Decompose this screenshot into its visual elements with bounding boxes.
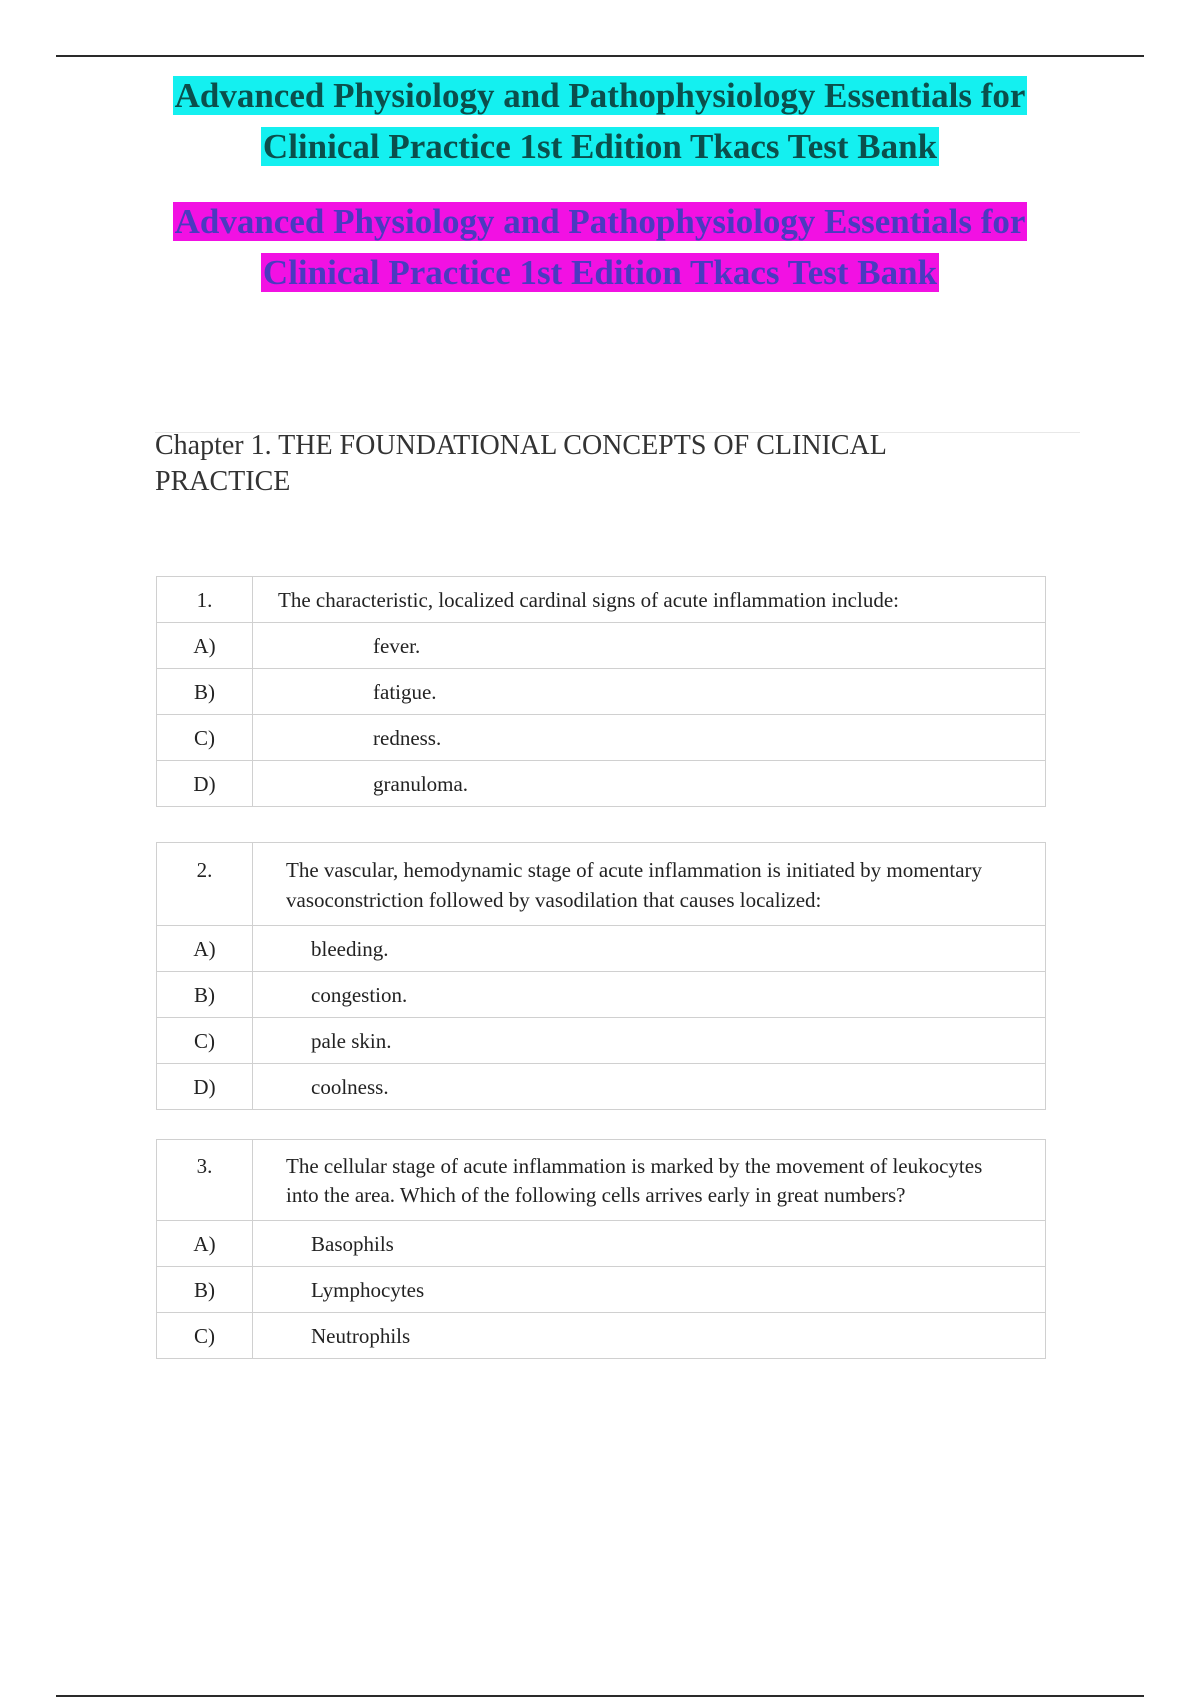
question-number: 2. [157,843,253,926]
answer-option-row [157,1313,1046,1359]
title-cyan-line1: Advanced Physiology and Pathophysiology Essentials for [174,76,1026,115]
question-stem-row [157,843,1046,926]
question-stem: The vascular, hemodynamic stage of acute inflammation is initiated by momentary vasoconstriction followed by vasodilation that causes localized: [253,843,1046,926]
option-text: congestion. [253,972,1046,1018]
answer-option-row [157,926,1046,972]
question-2-table [156,842,1046,1110]
top-rule [56,55,1144,57]
option-letter: A) [157,926,253,972]
option-letter: B) [157,669,253,715]
option-letter: A) [157,1221,253,1267]
option-letter: A) [157,623,253,669]
question-number: 1. [157,577,253,623]
title-magenta-line1: Advanced Physiology and Pathophysiology Essentials for [174,202,1026,241]
option-letter: C) [157,1018,253,1064]
question-1-table [156,576,1046,807]
option-text: Neutrophils [253,1313,1046,1359]
option-text: Lymphocytes [253,1267,1046,1313]
answer-option-row [157,1221,1046,1267]
option-text: granuloma. [253,761,1046,807]
bottom-rule [56,1695,1144,1697]
answer-option-row [157,1267,1046,1313]
answer-option-row [157,623,1046,669]
option-text: fever. [253,623,1046,669]
title-cyan [0,70,1200,172]
option-text: bleeding. [253,926,1046,972]
answer-option-row [157,761,1046,807]
title-cyan-line2: Clinical Practice 1st Edition Tkacs Test Bank [262,127,938,166]
title-magenta-line2: Clinical Practice 1st Edition Tkacs Test Bank [262,253,938,292]
option-text: coolness. [253,1064,1046,1110]
question-stem: The cellular stage of acute inflammation is marked by the movement of leukocytes into the area. Which of the following cells arrives early in great numbers? [253,1140,1046,1221]
option-text: redness. [253,715,1046,761]
option-text: fatigue. [253,669,1046,715]
option-letter: B) [157,972,253,1018]
answer-option-row [157,1064,1046,1110]
option-letter: C) [157,1313,253,1359]
question-number: 3. [157,1140,253,1221]
answer-option-row [157,1018,1046,1064]
option-letter: B) [157,1267,253,1313]
option-letter: C) [157,715,253,761]
chapter-heading-line2: PRACTICE [155,466,291,497]
question-3-table [156,1139,1046,1359]
question-stem-row [157,1140,1046,1221]
option-text: pale skin. [253,1018,1046,1064]
answer-option-row [157,715,1046,761]
chapter-heading [155,428,955,500]
answer-option-row [157,972,1046,1018]
question-stem-row [157,577,1046,623]
question-stem: The characteristic, localized cardinal signs of acute inflammation include: [253,577,1046,623]
option-letter: D) [157,761,253,807]
option-text: Basophils [253,1221,1046,1267]
chapter-heading-line1: Chapter 1. THE FOUNDATIONAL CONCEPTS OF CLINICAL [155,430,887,461]
answer-option-row [157,669,1046,715]
option-letter: D) [157,1064,253,1110]
title-magenta [0,196,1200,298]
